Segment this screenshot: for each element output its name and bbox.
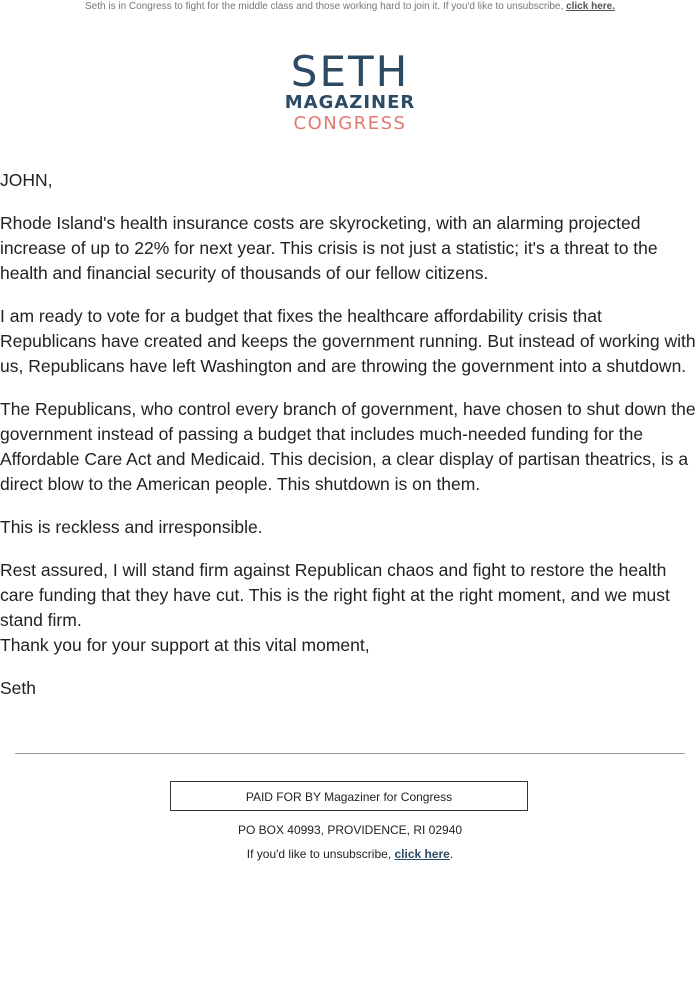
unsubscribe-link[interactable]: click here <box>394 847 450 861</box>
letter-body <box>0 168 696 719</box>
paragraph-stand-firm: Rest assured, I will stand firm against Republican chaos and fight to restore the health care funding that they have cut. This is the right fight at the right moment, and we must stand firm. <box>0 560 670 630</box>
paragraph-insurance-costs: Rhode Island's health insurance costs are skyrocketing, with an alarming projected increase of up to 22% for next year. This crisis is not just a statistic; it's a threat to the health and financial security of thousands of our fellow citizens. <box>0 213 658 283</box>
logo-line-seth: SETH <box>290 47 410 96</box>
footer-unsubscribe <box>0 847 700 861</box>
paragraph-budget-vote: I am ready to vote for a budget that fixes the healthcare affordability crisis that Republicans have created and keeps the government running. But instead of working with us, Republicans have left Washington and are throwing the government into a shutdown. <box>0 306 696 376</box>
mailing-address: PO BOX 40993, PROVIDENCE, RI 02940 <box>237 823 463 837</box>
paragraph-reckless: This is reckless and irresponsible. <box>0 517 263 537</box>
preheader <box>0 1 700 13</box>
footer-divider <box>15 753 685 754</box>
logo-line-congress: CONGRESS <box>293 113 407 134</box>
preheader-text: Seth is in Congress to fight for the middle class and those working hard to join it. If you'd like to unsubscribe, <box>85 1 567 12</box>
preheader-unsubscribe-link[interactable]: click here. <box>566 1 615 12</box>
paragraph-republicans-shutdown: The Republicans, who control every branch of government, have chosen to shut down the government instead of passing a budget that includes much-needed funding for the Affordable Care Act and Medicaid. This decision, a clear display of partisan theatrics, is a direct blow to the American people. This shutdown is on them. <box>0 399 696 494</box>
unsubscribe-text: If you'd like to unsubscribe, <box>246 847 395 861</box>
campaign-logo <box>0 47 700 134</box>
signature: Seth <box>0 678 36 698</box>
unsubscribe-period: . <box>449 847 454 861</box>
paragraph-thank-you: Thank you for your support at this vital moment, <box>0 635 370 655</box>
logo-line-magaziner: MAGAZINER <box>284 92 416 113</box>
paid-for-disclaimer: PAID FOR BY Magaziner for Congress <box>170 781 528 811</box>
greeting: JOHN, <box>0 170 53 190</box>
